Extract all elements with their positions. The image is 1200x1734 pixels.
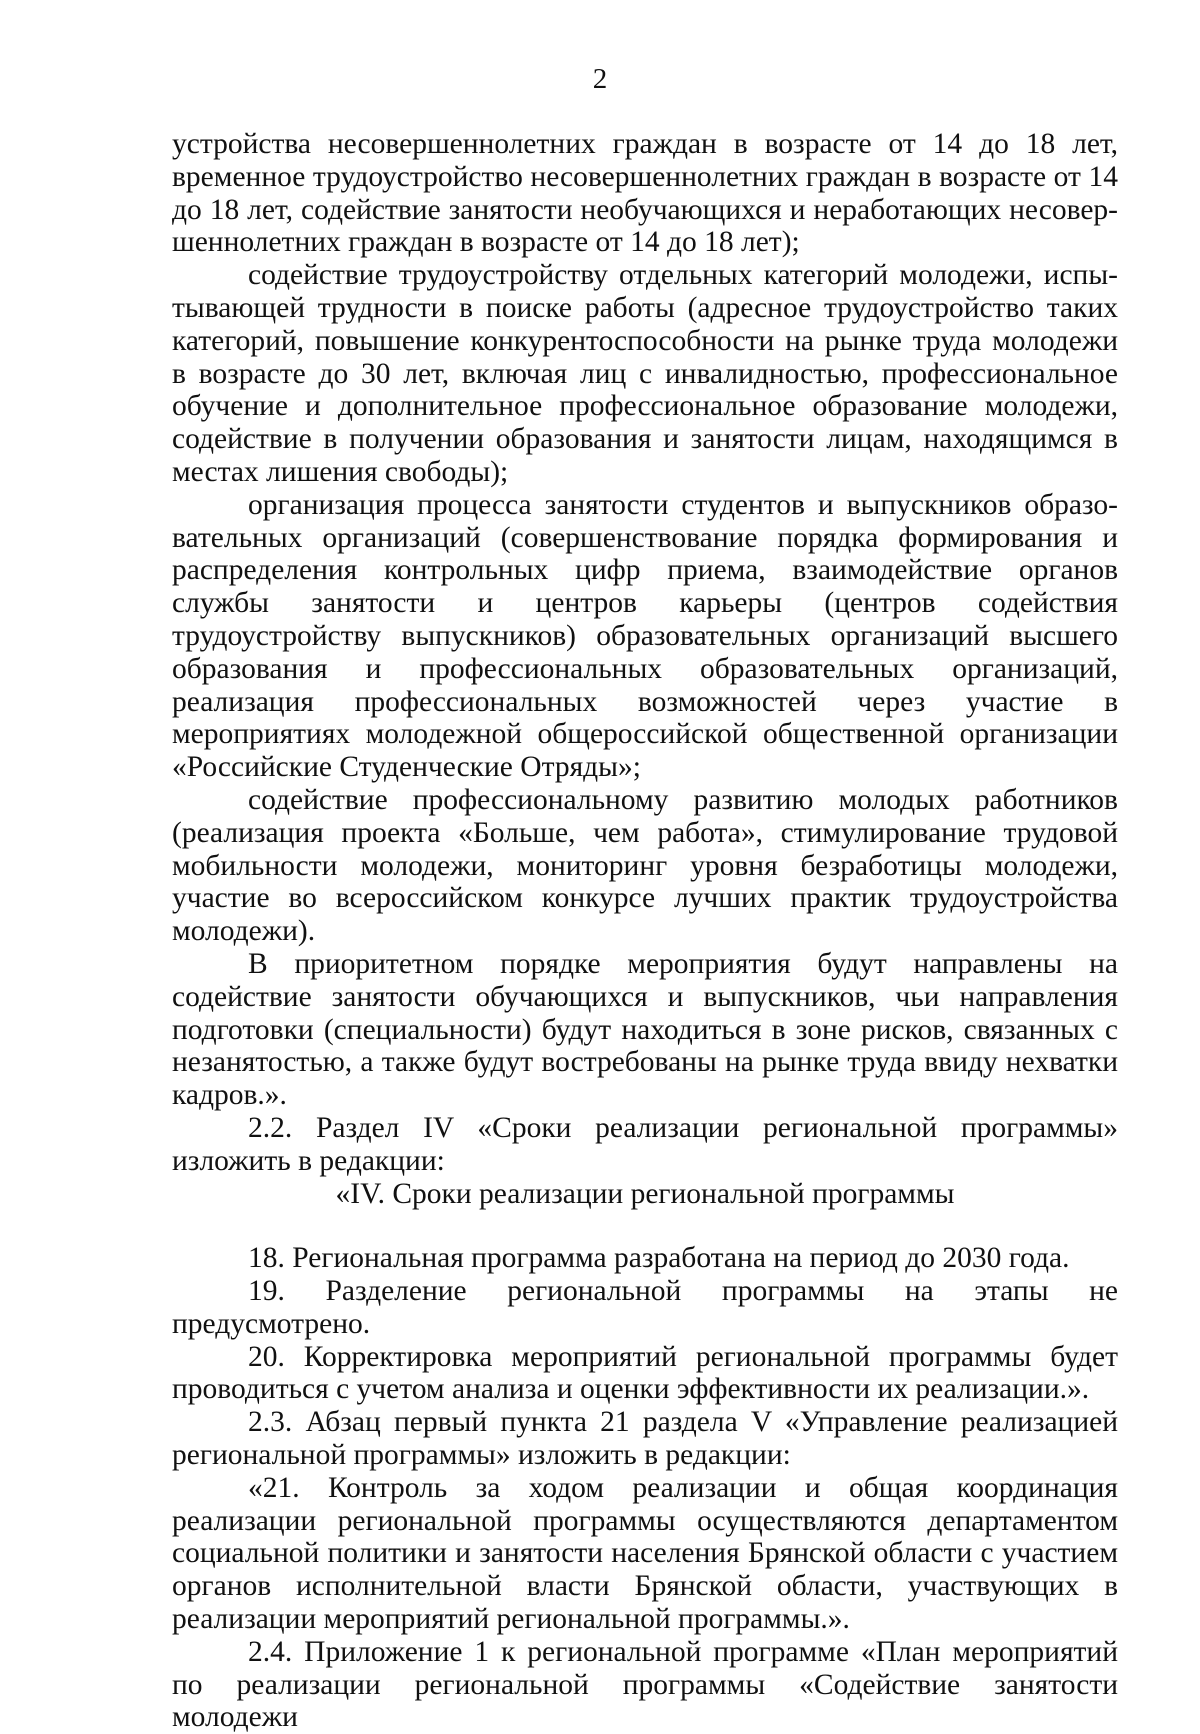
paragraph-students-graduates: организация процесса занятости студентов и выпускников образовательных организаций (совершенствование порядка формирования и распределения контрольных цифр приема, взаимодействие органов службы занятости и центров карьеры (центров содействия трудоустройству выпускников) образовательных организаций высшего образования и профессиональных образовательных организаций, реализация профессиональных возможностей через участие в мероприятиях молодежной общероссийской общественной организации «Российские Студенческие Отряды»;: [172, 488, 1118, 784]
document-body: [172, 128, 1118, 1734]
paragraph-youth-categories: содействие трудоустройству отдельных категорий молодежи, испытывающей трудности в поиске работы (адресное трудоустройство таких категорий, повышение конкурентоспособности на рынке труда молодежи в возрасте до 30 лет, включая лиц с инвалидностью, профессиональное обучение и дополнительное профессиональное образование молодежи, содействие в получении образования и занятости лицам, находящимся в местах лишения свободы);: [172, 259, 1118, 488]
paragraph-section-2-2: 2.2. Раздел IV «Сроки реализации региональной программы» изложить в редакции:: [172, 1111, 1118, 1177]
paragraph-continuation: устройства несовершеннолетних граждан в возрасте от 14 до 18 лет, временное трудоустройство несовершеннолетних граждан в возрасте от 14 до 18 лет, содействие занятости необучающихся и неработающих несовершеннолетних граждан в возрасте от 14 до 18 лет);: [172, 128, 1118, 259]
paragraph-section-2-4: 2.4. Приложение 1 к региональной программе «План мероприятий по реализации региональной программы «Содействие занятости молодежи: [172, 1635, 1118, 1734]
paragraph-section-2-3: 2.3. Абзац первый пункта 21 раздела V «Управление реализацией региональной программы» изложить в редакции:: [172, 1406, 1118, 1472]
section-heading: «IV. Сроки реализации региональной программы: [335, 1177, 955, 1210]
paragraph-item-19: 19. Разделение региональной программы на этапы не предусмотрено.: [172, 1275, 1118, 1340]
paragraph-item-18: 18. Региональная программа разработана на период до 2030 года.: [248, 1242, 1070, 1275]
paragraph-priority: В приоритетном порядке мероприятия будут направлены на содействие занятости обучающихся и выпускников, чьи направления подготовки (специальности) будут находиться в зоне рисков, связанных с незанятостью, а также будут востребованы на рынке труда ввиду нехватки кадров.».: [172, 947, 1118, 1112]
paragraph-professional-development: содействие профессиональному развитию молодых работников (реализация проекта «Больше, чем работа», стимулирование трудовой мобильности молодежи, мониторинг уровня безработицы молодежи, участие во всероссийском конкурсе лучших практик трудоустройства молодежи).: [172, 783, 1118, 948]
page-number: 2: [592, 63, 608, 95]
paragraph-item-21: «21. Контроль за ходом реализации и общая координация реализации региональной программы осуществляются департаментом социальной политики и занятости населения Брянской области с участием органов исполнительной власти Брянской области, участвующих в реализации мероприятий региональной программы.».: [172, 1471, 1118, 1636]
paragraph-item-20: 20. Корректировка мероприятий региональной программы будет проводиться с учетом анализа и оценки эффективности их реализации.».: [172, 1340, 1118, 1406]
